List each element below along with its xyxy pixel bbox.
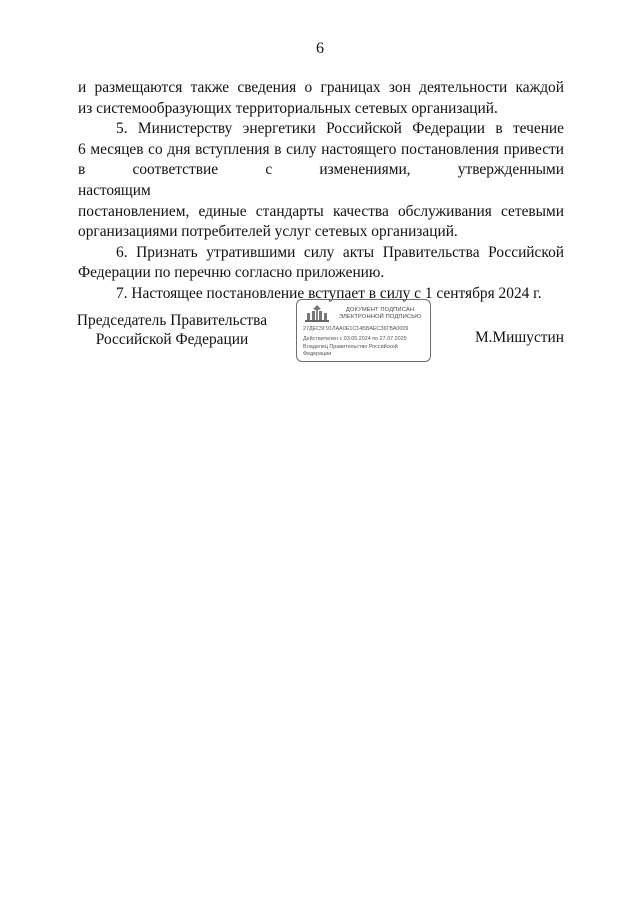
body-text <box>78 78 564 305</box>
text-line: постановлением, единые стандарты качества обслуживания сетевыми <box>78 202 564 220</box>
text-line: 5. Министерству энергетики Российской Федерации в течение <box>116 120 564 138</box>
stamp-title-line: ЭЛЕКТРОННОЙ ПОДПИСЬЮ <box>338 314 422 321</box>
text-line: и размещаются также сведения о границах зон деятельности каждой <box>78 79 564 96</box>
certificate-serial: 27ДЕС5Г91ЛАА0Е1С14БВАЕСЗ6ГВА0009 <box>303 326 409 332</box>
text-line: 7. Настоящее постановление вступает в силу с 1 сентября 2024 г. <box>116 284 542 302</box>
text-line: Федерации по перечню согласно приложению. <box>78 264 385 282</box>
signatory-name: М.Мишустин <box>474 329 564 346</box>
paragraph-continuation <box>78 78 564 119</box>
signer-title-line: Российской Федерации <box>95 331 249 348</box>
stamp-title-line: ДОКУМЕНТ ПОДПИСАН <box>345 307 415 313</box>
text-line: 6. Признать утратившими силу акты Правительства Российской <box>116 243 564 261</box>
paragraph-6 <box>78 243 564 284</box>
stamp-title <box>333 307 427 321</box>
page-number: 6 <box>316 40 324 57</box>
e-signature-stamp <box>296 299 431 362</box>
certificate-owner: Владелец Правительство Российской Федерации <box>303 344 398 357</box>
text-line: в соответствие с изменениями, утвержденными настоящим <box>78 161 564 199</box>
text-line: организациями потребителей услуг сетевых организаций. <box>78 223 458 241</box>
text-line: 6 месяцев со дня вступления в силу настоящего постановления привести <box>78 140 564 158</box>
text-line: из системообразующих территориальных сетевых организаций. <box>78 99 498 117</box>
signer-title <box>74 311 270 349</box>
certificate-validity: Действителен с 03.05.2024 по 27.07.2025 <box>303 336 407 342</box>
paragraph-5 <box>78 119 564 243</box>
coat-of-arms-icon <box>304 304 330 324</box>
signer-title-line: Председатель Правительства <box>76 312 268 329</box>
